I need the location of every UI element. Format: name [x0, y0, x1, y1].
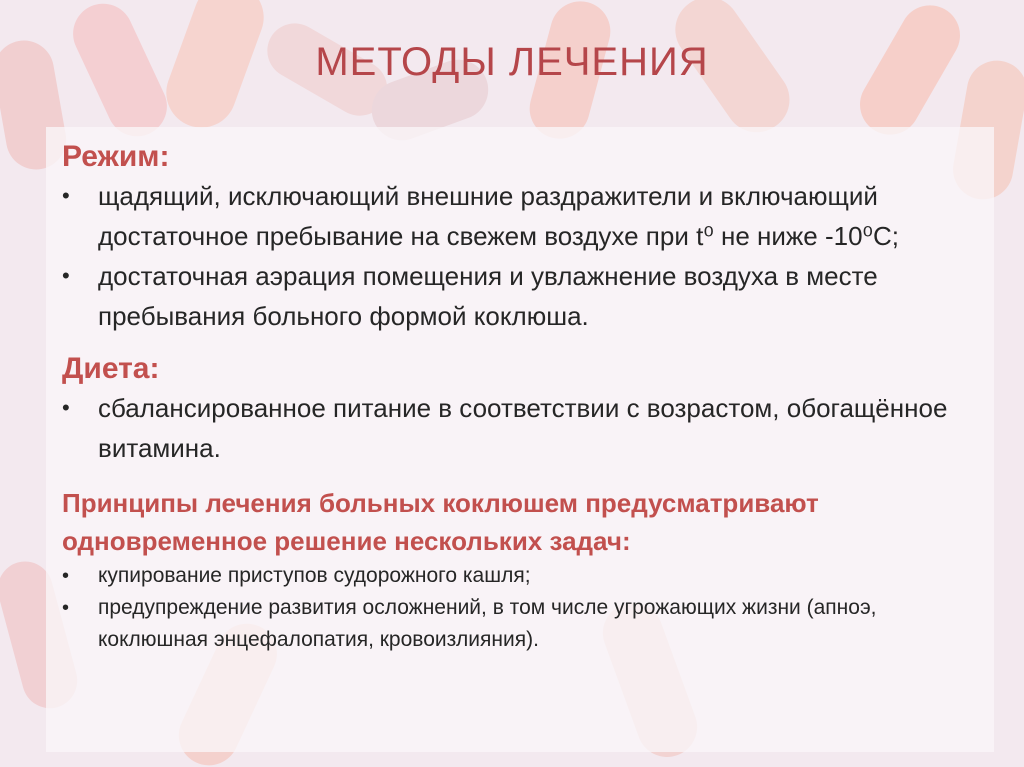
- principles-list: [62, 560, 992, 656]
- principles-item-text: предупреждение развития осложнений, в том числе угрожающих жизни (апноэ, коклюшная энцефалопатия, кровоизлияния).: [98, 596, 877, 651]
- list-item: [62, 256, 992, 336]
- list-item: [62, 176, 992, 256]
- bullet-icon: •: [62, 395, 70, 420]
- diet-list: [62, 388, 992, 468]
- principles-heading: Принципы лечения больных коклюшем предусматривают одновременное решение нескольких задач:: [62, 488, 819, 556]
- diet-item-text: сбалансированное питание в соответствии с возрастом, обогащённое витамина.: [98, 393, 948, 463]
- bullet-icon: •: [62, 597, 70, 619]
- regime-item-text: щадящий, исключающий внешние раздражители и включающий достаточное пребывание на свежем воздухе при t⁰ не ниже -10⁰С;: [98, 181, 899, 251]
- list-item: [62, 388, 992, 468]
- regime-heading: Режим:: [62, 140, 170, 173]
- diet-heading: Диета:: [62, 352, 160, 385]
- slide-title: МЕТОДЫ ЛЕЧЕНИЯ: [315, 40, 709, 84]
- list-item: [62, 592, 992, 656]
- list-item: [62, 560, 992, 592]
- slide-content: [62, 138, 992, 656]
- principles-item-text: купирование приступов судорожного кашля;: [98, 564, 531, 587]
- bullet-icon: •: [62, 183, 70, 208]
- bullet-icon: •: [62, 565, 70, 587]
- regime-list: [62, 176, 992, 336]
- bullet-icon: •: [62, 263, 70, 288]
- regime-item-text: достаточная аэрация помещения и увлажнение воздуха в месте пребывания больного формой коклюша.: [98, 261, 878, 331]
